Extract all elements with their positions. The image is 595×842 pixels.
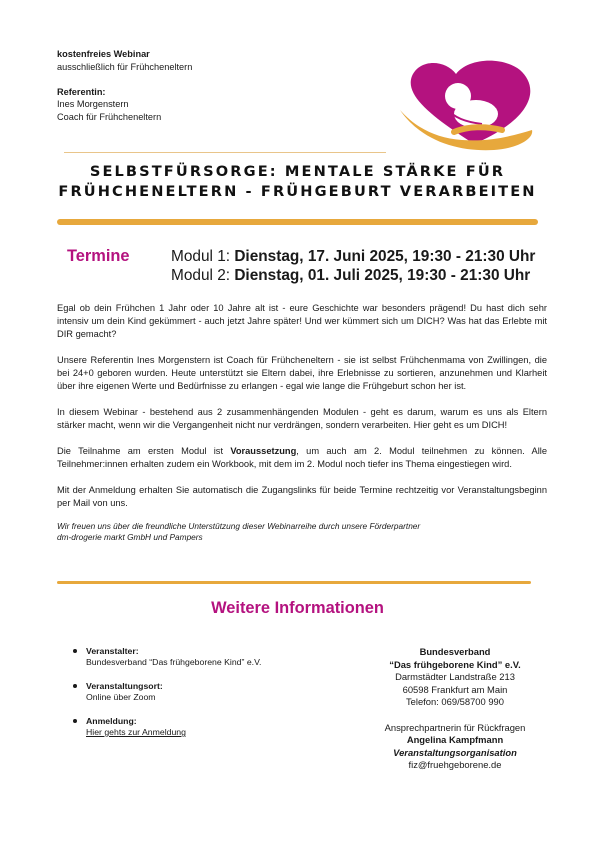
modul-1-date	[171, 247, 535, 266]
heart-hand-baby-logo-icon	[394, 56, 544, 152]
paragraph-registration: Mit der Anmeldung erhalten Sie automatisch die Zugangslinks für beide Termine rechtzeitig vor Veranstaltungsbeginn per Mail von uns.	[57, 485, 547, 508]
bullet-icon	[73, 649, 77, 653]
contact-label: Ansprechpartnerin für Rückfragen	[384, 721, 526, 733]
divider-line	[64, 152, 386, 153]
organizer-label: Veranstalter:	[86, 646, 139, 656]
registration-label: Anmeldung:	[86, 715, 137, 726]
audience: ausschließlich für Frühcheneltern	[57, 61, 193, 72]
paragraph-intro: Egal ob dein Frühchen 1 Jahr oder 10 Jahre alt ist - eure Geschichte war besonders prägend! Du hast dich sehr intensiv um dein Kind gekümmert - auch jetzt Jahre später! Und wer kümmert sich um DICH? Was hat das Erlebte mit DIR gemacht?	[57, 303, 547, 339]
referent-name: Ines Morgenstern	[57, 99, 129, 110]
modul-2-prefix: Modul 2:	[171, 267, 231, 284]
contact-role: Veranstaltungsorganisation	[393, 746, 517, 758]
paragraph-referent: Unsere Referentin Ines Morgenstern ist Coach für Frühcheneltern - sie ist selbst Frühchenmama von Zwillingen, die bei 24+0 geboren wurden. Heute unterstützt sie Eltern dabei, ihre Erlebnisse zu sortieren, anzunehmen und Klarheit über ihre eigenen Werte und Bedürfnisse zu erlangen - egal wie lange die Frühgeburt schon her ist.	[57, 355, 547, 391]
list-item-organizer	[57, 646, 297, 669]
location-label: Veranstaltungsort:	[86, 680, 163, 691]
list-item-location	[57, 681, 297, 704]
list-item-registration	[57, 716, 297, 739]
contact-email[interactable]: fiz@fruehgeborene.de	[408, 759, 502, 771]
webinar-type: kostenfreies Webinar	[57, 49, 150, 59]
requirement-text-start: Die Teilnahme am ersten Modul ist	[57, 446, 231, 456]
modul-1-datetime: Dienstag, 17. Juni 2025, 19:30 - 21:30 Uhr	[234, 248, 536, 265]
modul-1-prefix: Modul 1:	[171, 248, 231, 265]
registration-link[interactable]: Hier gehts zur Anmeldung	[86, 727, 186, 738]
bullet-icon	[73, 684, 77, 688]
event-title	[40, 162, 555, 202]
modul-2-date	[171, 266, 530, 285]
location-value: Online über Zoom	[86, 692, 156, 703]
gold-divider-bar	[57, 219, 538, 225]
org-phone: Telefon: 069/58700 990	[405, 696, 504, 708]
more-info-heading: Weitere Informationen	[211, 599, 384, 617]
modul-2-datetime: Dienstag, 01. Juli 2025, 19:30 - 21:30 Uhr	[234, 267, 531, 284]
spacer	[345, 709, 565, 722]
org-street: Darmstädter Landstraße 213	[395, 671, 515, 683]
event-header	[57, 48, 357, 124]
sponsor-note-line-2: dm-drogerie markt GmbH und Pampers	[57, 532, 203, 543]
event-title-line-1: SELBSTFÜRSORGE: MENTALE STÄRKE FÜR	[89, 163, 506, 180]
requirement-bold: Voraussetzung	[230, 446, 297, 456]
info-list	[57, 646, 297, 750]
contact-block	[345, 646, 565, 772]
sponsor-note	[57, 521, 547, 544]
termine-label: Termine	[67, 247, 130, 265]
referent-label: Referentin:	[57, 86, 106, 97]
gold-divider-bar-2	[57, 581, 531, 584]
referent-role: Coach für Frühcheneltern	[57, 111, 162, 122]
bullet-icon	[73, 719, 77, 723]
paragraph-webinar: In diesem Webinar - bestehend aus 2 zusammenhängenden Modulen - geht es darum, warum es uns als Eltern stärker macht, wenn wir die Vergangenheit nicht nur verdrängen, sondern verarbeiten. Hier geht es um DICH!	[57, 407, 547, 430]
organizer-value: Bundesverband “Das frühgeborene Kind” e.V.	[86, 657, 262, 668]
sponsor-note-line-1: Wir freuen uns über die freundliche Unterstützung dieser Webinarreihe durch unsere Förderpartner	[57, 521, 421, 531]
org-name-line-1: Bundesverband	[419, 646, 491, 657]
paragraph-requirement	[57, 445, 547, 471]
description-body	[57, 302, 547, 557]
org-city: 60598 Frankfurt am Main	[402, 683, 508, 695]
event-title-line-2: FRÜHCHENELTERN - FRÜHGEBURT VERARBEITEN	[58, 183, 537, 200]
contact-name: Angelina Kampfmann	[406, 734, 504, 746]
org-name-line-2: “Das frühgeborene Kind” e.V.	[389, 658, 521, 670]
requirement-text-end: , um auch am 2. Modul teilnehmen zu können. Alle Teilnehmer:innen erhalten zudem ein Workbook, mit dem im 2. Modul noch tiefer ins Thema eingestiegen wird.	[57, 446, 547, 469]
